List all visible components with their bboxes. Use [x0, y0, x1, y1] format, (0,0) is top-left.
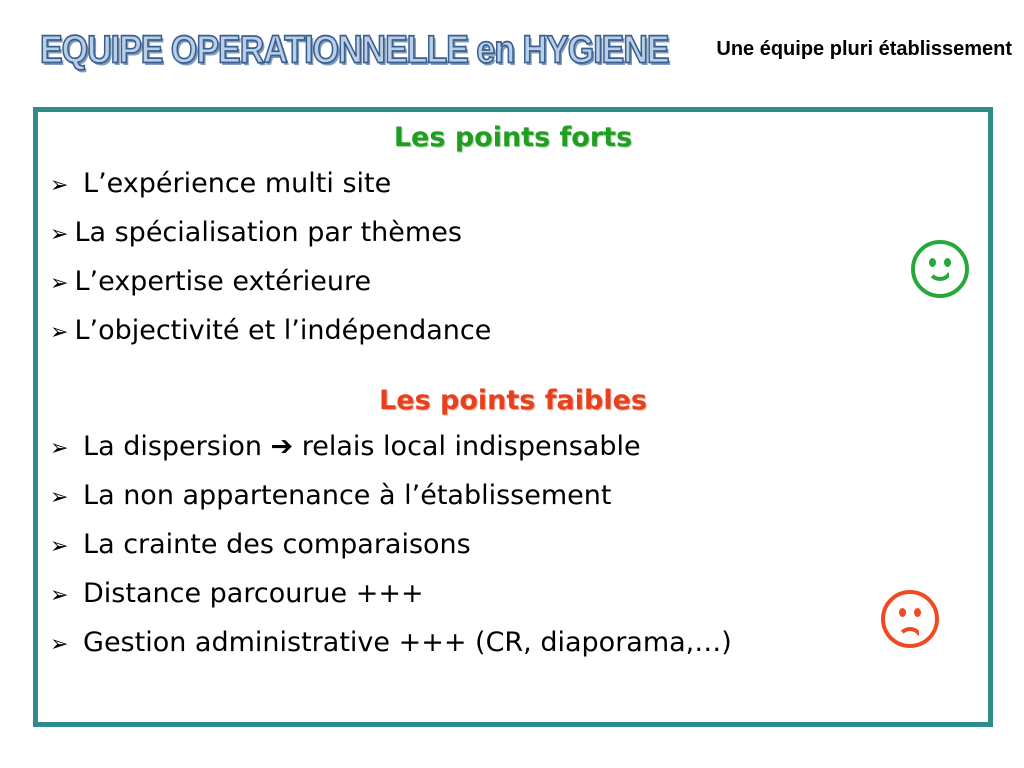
list-item-text: Distance parcourue +++ — [74, 578, 424, 609]
strengths-heading: Les points forts — [393, 122, 633, 153]
list-item-text: La dispersion — [74, 431, 271, 462]
arrow-bullet-icon: ➢ — [50, 222, 69, 247]
right-arrow-icon: ➔ — [270, 431, 294, 462]
arrow-bullet-icon: ➢ — [50, 436, 69, 461]
content-panel — [33, 107, 993, 727]
eye-icon — [914, 608, 921, 617]
list-item-text: L’expérience multi site — [74, 168, 392, 199]
arrow-bullet-icon: ➢ — [50, 173, 69, 198]
strengths-list — [38, 159, 988, 355]
arrow-bullet-icon: ➢ — [50, 534, 69, 559]
list-item — [50, 306, 988, 355]
eye-icon — [899, 608, 906, 617]
list-item — [50, 520, 988, 569]
smiley-happy-icon — [911, 240, 969, 298]
eye-icon — [944, 258, 951, 267]
arrow-bullet-icon: ➢ — [50, 485, 69, 510]
list-item — [50, 159, 988, 208]
weaknesses-heading: Les points faibles — [379, 385, 647, 416]
list-item — [50, 569, 988, 618]
smile-icon — [927, 268, 953, 281]
smiley-sad-icon — [881, 590, 939, 648]
list-item — [50, 618, 988, 667]
arrow-bullet-icon: ➢ — [50, 583, 69, 608]
slide-subtitle: Une équipe pluri établissement — [716, 38, 1012, 60]
arrow-bullet-icon: ➢ — [50, 632, 69, 657]
list-item-text: Gestion administrative +++ (CR, diaporama,…) — [74, 627, 732, 658]
list-item — [50, 208, 988, 257]
frown-icon — [897, 627, 923, 640]
list-item-text: La non appartenance à l’établissement — [74, 480, 612, 511]
list-item-text: La spécialisation par thèmes — [74, 217, 462, 248]
weaknesses-list — [38, 422, 988, 667]
list-item-text: L’expertise extérieure — [74, 266, 372, 297]
list-item — [50, 471, 988, 520]
eye-icon — [929, 258, 936, 267]
list-item — [50, 422, 988, 471]
arrow-bullet-icon: ➢ — [50, 320, 69, 345]
list-item — [50, 257, 988, 306]
arrow-bullet-icon: ➢ — [50, 271, 69, 296]
slide-title: EQUIPE OPERATIONNELLE en HYGIENE — [40, 28, 669, 72]
list-item-text: L’objectivité et l’indépendance — [74, 315, 492, 346]
list-item-text: La crainte des comparaisons — [74, 529, 471, 560]
list-item-text: relais local indispensable — [293, 431, 641, 462]
